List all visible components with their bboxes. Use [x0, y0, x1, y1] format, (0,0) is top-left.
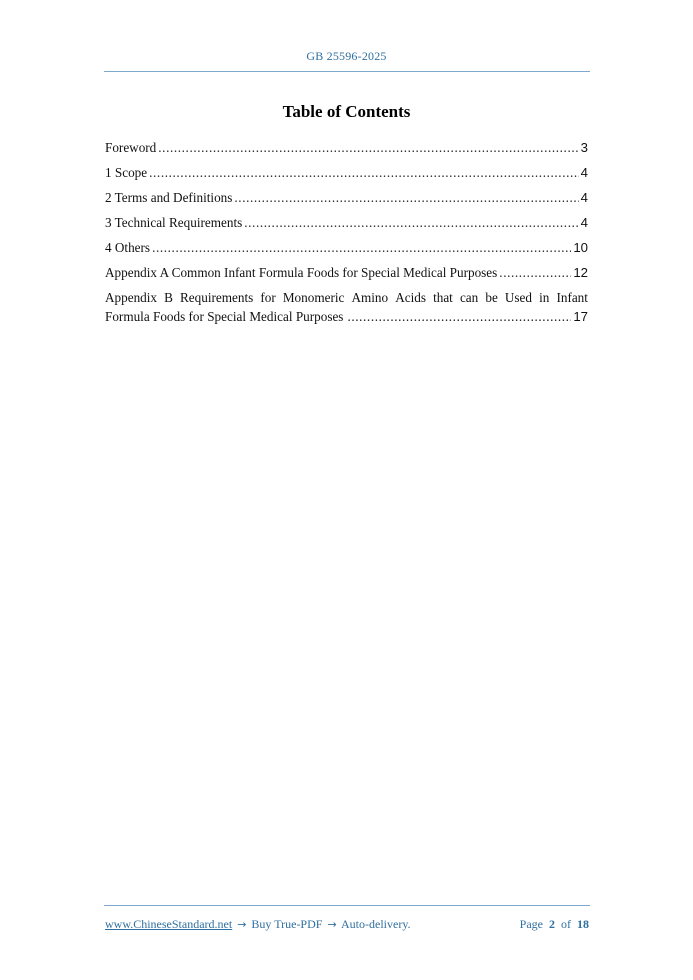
- dot-leader: [152, 240, 571, 256]
- word: in: [539, 290, 550, 305]
- standard-code-header: GB 25596-2025: [306, 49, 387, 63]
- word: B: [164, 290, 173, 305]
- dot-leader: [347, 309, 571, 325]
- word: Appendix: [105, 290, 158, 305]
- dot-leader: [234, 190, 578, 206]
- toc-entry-appendix-a[interactable]: [105, 265, 588, 281]
- word: Requirements: [180, 290, 254, 305]
- toc-entry-scope[interactable]: [105, 165, 588, 181]
- toc-entry-page: 3: [580, 140, 588, 155]
- current-page-number: 2: [549, 917, 555, 931]
- page-indicator: [520, 917, 589, 932]
- toc-entry-label: Formula Foods for Special Medical Purposes: [105, 309, 344, 324]
- website-link[interactable]: www.ChineseStandard.net: [105, 917, 233, 931]
- arrow-right-icon: →: [327, 918, 337, 931]
- toc-entry-label-line2: [105, 309, 588, 325]
- footer-promo: [105, 917, 411, 932]
- footer-divider: [104, 905, 590, 906]
- auto-delivery-text: Auto-delivery.: [341, 917, 411, 931]
- toc-entry-page: 4: [580, 165, 588, 180]
- toc-entry-technical-requirements[interactable]: [105, 215, 588, 231]
- word: be: [485, 290, 498, 305]
- dot-leader: [149, 165, 579, 181]
- word: Acids: [395, 290, 426, 305]
- toc-entry-label: 3 Technical Requirements: [105, 215, 243, 230]
- toc-entry-page: 4: [580, 190, 588, 205]
- toc-entry-others[interactable]: [105, 240, 588, 256]
- arrow-right-icon: →: [237, 918, 247, 931]
- toc-entry-label: 2 Terms and Definitions: [105, 190, 233, 205]
- toc-entry-foreword[interactable]: [105, 140, 588, 156]
- word: that: [433, 290, 453, 305]
- header-divider: [104, 71, 590, 72]
- toc-entry-page: 12: [573, 265, 588, 280]
- word: Used: [504, 290, 532, 305]
- total-pages-number: 18: [577, 917, 589, 931]
- dot-leader: [499, 265, 571, 281]
- page-separator: of: [561, 917, 571, 931]
- word: Infant: [556, 290, 588, 305]
- toc-entry-label: 4 Others: [105, 240, 151, 255]
- toc-entry-page: 10: [573, 240, 588, 255]
- word: Amino: [351, 290, 389, 305]
- page-prefix: Page: [519, 917, 543, 931]
- toc-title: Table of Contents: [282, 102, 411, 121]
- toc-entry-label: Appendix A Common Infant Formula Foods for Special Medical Purposes: [105, 265, 498, 280]
- word: for: [260, 290, 276, 305]
- toc-entry-label-line1: [105, 290, 588, 306]
- dot-leader: [244, 215, 578, 231]
- toc-entry-appendix-b[interactable]: [105, 290, 588, 325]
- toc-entry-label: Foreword: [105, 140, 157, 155]
- buy-true-pdf-text: Buy True-PDF: [251, 917, 323, 931]
- toc-entry-page: 4: [580, 215, 588, 230]
- toc-entry-terms-definitions[interactable]: [105, 190, 588, 206]
- dot-leader: [158, 140, 578, 156]
- toc-entry-page: 17: [573, 309, 588, 324]
- word: can: [459, 290, 479, 305]
- toc-entry-label: 1 Scope: [105, 165, 148, 180]
- word: Monomeric: [282, 290, 345, 305]
